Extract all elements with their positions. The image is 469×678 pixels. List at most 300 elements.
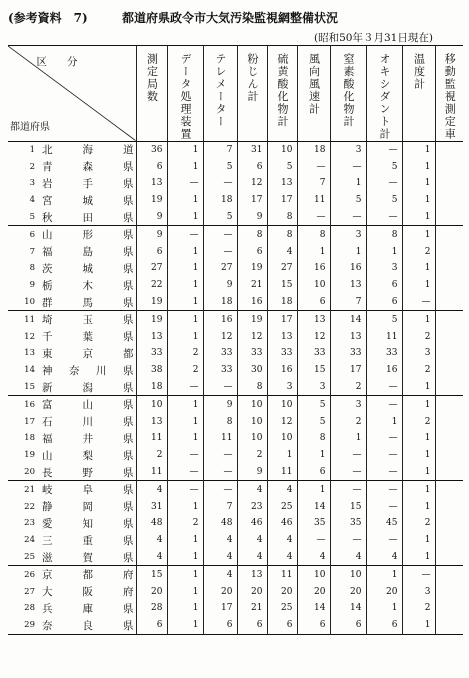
value-cell: 2 — [167, 515, 203, 532]
value-cell: 12 — [237, 175, 267, 192]
value-cell: 27 — [203, 260, 237, 277]
prefecture-name — [38, 413, 136, 430]
prefecture-name — [38, 617, 136, 634]
value-cell: 1 — [167, 413, 203, 430]
value-cell: 13 — [136, 328, 167, 345]
value-cell: 5 — [203, 209, 237, 226]
prefecture-label: 奈 良 県 — [42, 619, 134, 632]
table-row — [8, 617, 463, 634]
value-cell: — — [366, 481, 402, 498]
row-number: 22 — [24, 501, 35, 512]
value-cell: 1 — [167, 583, 203, 600]
value-cell: — — [366, 141, 402, 158]
table-row — [8, 260, 463, 277]
row-number: 11 — [8, 311, 38, 328]
value-cell: 1 — [402, 481, 435, 498]
table-row — [8, 192, 463, 209]
value-cell: 18 — [203, 192, 237, 209]
value-cell: 1 — [297, 243, 330, 260]
value-cell: 6 — [366, 277, 402, 294]
value-cell: 30 — [237, 362, 267, 379]
prefecture-label: 岩 手 県 — [42, 177, 134, 190]
table-row — [8, 413, 463, 430]
value-cell: 48 — [136, 515, 167, 532]
value-cell: 1 — [402, 141, 435, 158]
row-number: 18 — [24, 433, 35, 444]
value-cell: 33 — [267, 345, 297, 362]
value-cell: 7 — [297, 175, 330, 192]
value-cell: 1 — [297, 481, 330, 498]
value-cell: 1 — [167, 549, 203, 566]
value-cell: 17 — [267, 192, 297, 209]
row-number: 21 — [8, 481, 38, 498]
value-cell: — — [167, 379, 203, 396]
value-cell: 23 — [237, 498, 267, 515]
value-cell — [435, 617, 463, 634]
value-cell: 19 — [136, 311, 167, 328]
value-cell: — — [330, 532, 366, 549]
value-cell: 20 — [267, 583, 297, 600]
value-cell: 1 — [167, 498, 203, 515]
value-cell: 8 — [203, 413, 237, 430]
value-cell: — — [203, 226, 237, 243]
value-cell: 1 — [366, 600, 402, 617]
value-cell: — — [203, 447, 237, 464]
value-cell: 7 — [330, 294, 366, 311]
column-header: テレメーター — [203, 46, 237, 142]
value-cell: 12 — [203, 328, 237, 345]
value-cell — [435, 532, 463, 549]
value-cell: 4 — [237, 532, 267, 549]
value-cell: — — [167, 447, 203, 464]
value-cell: 15 — [136, 566, 167, 583]
value-cell: 8 — [237, 379, 267, 396]
prefecture-label: 福 島 県 — [42, 246, 134, 259]
value-cell: 1 — [167, 192, 203, 209]
document-header — [8, 9, 338, 26]
value-cell: 27 — [267, 260, 297, 277]
value-cell: 1 — [167, 328, 203, 345]
table-body — [8, 141, 463, 634]
value-cell: 1 — [167, 396, 203, 413]
prefecture-name — [38, 243, 136, 260]
value-cell: 6 — [237, 617, 267, 634]
table-row — [8, 362, 463, 379]
value-cell: 6 — [136, 243, 167, 260]
prefecture-name — [38, 481, 136, 498]
value-cell: 13 — [267, 328, 297, 345]
prefecture-label: 秋 田 県 — [42, 211, 134, 224]
row-number: 14 — [24, 365, 35, 376]
value-cell: 19 — [136, 192, 167, 209]
row-number: 8 — [29, 263, 35, 274]
value-cell: 13 — [136, 175, 167, 192]
value-cell: 8 — [237, 226, 267, 243]
value-cell: 1 — [402, 464, 435, 481]
value-cell: 5 — [297, 396, 330, 413]
value-cell: 2 — [402, 515, 435, 532]
value-cell: 1 — [402, 277, 435, 294]
value-cell: 3 — [366, 260, 402, 277]
value-cell: 4 — [136, 532, 167, 549]
value-cell: 6 — [267, 617, 297, 634]
row-number: 7 — [29, 246, 35, 257]
value-cell — [435, 447, 463, 464]
value-cell: 31 — [136, 498, 167, 515]
value-cell: 4 — [267, 243, 297, 260]
prefecture-name — [38, 464, 136, 481]
value-cell: 1 — [167, 430, 203, 447]
value-cell: 3 — [330, 141, 366, 158]
value-cell: 1 — [167, 260, 203, 277]
prefecture-name — [38, 328, 136, 345]
value-cell: 9 — [136, 226, 167, 243]
value-cell: 14 — [297, 600, 330, 617]
value-cell: — — [167, 175, 203, 192]
value-cell — [435, 345, 463, 362]
row-number: 20 — [24, 467, 35, 478]
value-cell: 19 — [237, 311, 267, 328]
value-cell: — — [366, 396, 402, 413]
row-number: 23 — [24, 518, 35, 529]
table-row — [8, 311, 463, 328]
value-cell: 5 — [297, 413, 330, 430]
value-cell: 9 — [136, 209, 167, 226]
value-cell — [435, 413, 463, 430]
value-cell: 20 — [330, 583, 366, 600]
row-number: 16 — [8, 396, 38, 413]
value-cell: 11 — [203, 430, 237, 447]
value-cell — [435, 175, 463, 192]
value-cell: 13 — [267, 175, 297, 192]
value-cell: 3 — [330, 396, 366, 413]
prefecture-name — [38, 498, 136, 515]
value-cell: 9 — [237, 209, 267, 226]
value-cell: — — [330, 464, 366, 481]
row-number: 28 — [24, 603, 35, 614]
value-cell: — — [366, 379, 402, 396]
value-cell: 45 — [366, 515, 402, 532]
value-cell: 16 — [237, 294, 267, 311]
row-number: 26 — [8, 566, 38, 583]
value-cell: 10 — [237, 413, 267, 430]
value-cell: 28 — [136, 600, 167, 617]
value-cell: 35 — [330, 515, 366, 532]
value-cell: — — [167, 481, 203, 498]
value-cell: 10 — [297, 277, 330, 294]
value-cell: 2 — [330, 413, 366, 430]
value-cell: 14 — [330, 311, 366, 328]
table-row — [8, 481, 463, 498]
value-cell: 2 — [402, 413, 435, 430]
row-number: 1 — [29, 144, 35, 155]
table-row — [8, 566, 463, 583]
value-cell: 10 — [330, 566, 366, 583]
value-cell: — — [203, 175, 237, 192]
value-cell — [435, 192, 463, 209]
value-cell: 13 — [237, 566, 267, 583]
value-cell: 17 — [330, 362, 366, 379]
table-row — [8, 226, 463, 243]
value-cell: 48 — [203, 515, 237, 532]
table-row — [8, 430, 463, 447]
value-cell — [435, 277, 463, 294]
prefecture-label: 静 岡 県 — [42, 501, 134, 514]
value-cell: 1 — [402, 549, 435, 566]
value-cell — [435, 226, 463, 243]
value-cell — [435, 515, 463, 532]
value-cell: 35 — [297, 515, 330, 532]
table-row — [8, 498, 463, 515]
prefecture-label: 山 梨 県 — [42, 449, 134, 462]
row-number: 17 — [24, 416, 35, 427]
value-cell: 25 — [267, 498, 297, 515]
value-cell: 20 — [366, 583, 402, 600]
prefecture-name — [38, 277, 136, 294]
value-cell: 11 — [297, 192, 330, 209]
value-cell: 4 — [330, 549, 366, 566]
value-cell: 3 — [267, 379, 297, 396]
value-cell: 4 — [366, 549, 402, 566]
column-header: 風向風速計 — [297, 46, 330, 142]
value-cell: 1 — [402, 430, 435, 447]
value-cell — [435, 379, 463, 396]
value-cell: 2 — [237, 447, 267, 464]
prefecture-name — [38, 583, 136, 600]
value-cell: 1 — [402, 396, 435, 413]
value-cell: 8 — [297, 226, 330, 243]
prefecture-name — [38, 260, 136, 277]
value-cell: 33 — [330, 345, 366, 362]
value-cell: — — [167, 226, 203, 243]
value-cell: — — [366, 532, 402, 549]
value-cell: 1 — [167, 277, 203, 294]
value-cell: 19 — [136, 294, 167, 311]
table-row — [8, 515, 463, 532]
value-cell: 18 — [136, 379, 167, 396]
table-row — [8, 583, 463, 600]
value-cell: 12 — [297, 328, 330, 345]
value-cell: 4 — [267, 481, 297, 498]
row-number: 15 — [24, 382, 35, 393]
value-cell: 11 — [267, 464, 297, 481]
value-cell: 21 — [237, 600, 267, 617]
value-cell: — — [203, 379, 237, 396]
value-cell: — — [330, 209, 366, 226]
value-cell: — — [330, 447, 366, 464]
row-number: 2 — [29, 161, 35, 172]
prefecture-label: 滋 賀 県 — [42, 551, 134, 564]
value-cell: 16 — [297, 260, 330, 277]
header-row — [8, 46, 463, 142]
value-cell — [435, 583, 463, 600]
value-cell: — — [366, 175, 402, 192]
value-cell: 1 — [402, 532, 435, 549]
value-cell: 36 — [136, 141, 167, 158]
value-cell: — — [330, 481, 366, 498]
prefecture-name — [38, 447, 136, 464]
table-row — [8, 464, 463, 481]
value-cell: 10 — [237, 430, 267, 447]
row-number: 27 — [24, 586, 35, 597]
value-cell: 4 — [203, 566, 237, 583]
value-cell: 1 — [167, 209, 203, 226]
value-cell: 1 — [402, 226, 435, 243]
value-cell: — — [366, 209, 402, 226]
value-cell: 4 — [203, 532, 237, 549]
value-cell: 4 — [297, 549, 330, 566]
table-row — [8, 175, 463, 192]
column-header: 温度計 — [402, 46, 435, 142]
value-cell: 10 — [267, 430, 297, 447]
prefecture-label: 青 森 県 — [42, 161, 134, 174]
value-cell: 16 — [366, 362, 402, 379]
value-cell: 1 — [167, 566, 203, 583]
value-cell: 1 — [402, 379, 435, 396]
value-cell: 2 — [402, 362, 435, 379]
value-cell: 13 — [136, 413, 167, 430]
value-cell: 31 — [237, 141, 267, 158]
value-cell: 5 — [330, 192, 366, 209]
value-cell — [435, 158, 463, 175]
value-cell: 1 — [366, 566, 402, 583]
table-row — [8, 600, 463, 617]
prefecture-name — [38, 175, 136, 192]
value-cell: 16 — [203, 311, 237, 328]
value-cell: 3 — [330, 226, 366, 243]
value-cell: — — [167, 464, 203, 481]
value-cell — [435, 464, 463, 481]
value-cell — [435, 362, 463, 379]
value-cell: 8 — [267, 226, 297, 243]
value-cell: 1 — [167, 243, 203, 260]
value-cell: 1 — [297, 447, 330, 464]
value-cell: 12 — [267, 413, 297, 430]
value-cell: 1 — [167, 617, 203, 634]
value-cell: 4 — [237, 549, 267, 566]
value-cell: 13 — [330, 328, 366, 345]
value-cell: 20 — [237, 583, 267, 600]
value-cell: 4 — [136, 549, 167, 566]
table-row — [8, 141, 463, 158]
prefecture-name — [38, 226, 136, 243]
row-number: 24 — [24, 535, 35, 546]
value-cell: 7 — [203, 141, 237, 158]
prefecture-label: 石 川 県 — [42, 416, 134, 429]
value-cell: 1 — [330, 430, 366, 447]
value-cell: 25 — [267, 600, 297, 617]
row-number: 29 — [24, 620, 35, 631]
column-header: 測定局数 — [136, 46, 167, 142]
value-cell: 33 — [237, 345, 267, 362]
value-cell: 18 — [203, 294, 237, 311]
value-cell — [435, 566, 463, 583]
value-cell: — — [297, 532, 330, 549]
date-note: (昭和50年３月31日現在) — [314, 32, 433, 44]
prefecture-label: 富 山 県 — [42, 399, 134, 412]
value-cell: 9 — [237, 464, 267, 481]
value-cell: 1 — [402, 175, 435, 192]
value-cell: 3 — [402, 345, 435, 362]
value-cell: 1 — [402, 158, 435, 175]
corner-header-cell — [8, 46, 136, 142]
value-cell: 4 — [237, 481, 267, 498]
value-cell: 12 — [237, 328, 267, 345]
prefecture-name — [38, 141, 136, 158]
value-cell: 15 — [330, 498, 366, 515]
row-number: 13 — [24, 348, 35, 359]
value-cell: 27 — [136, 260, 167, 277]
prefecture-name — [38, 532, 136, 549]
prefecture-label: 宮 城 県 — [42, 194, 134, 207]
value-cell: 11 — [366, 328, 402, 345]
value-cell: 1 — [167, 158, 203, 175]
column-header: オキシダント計 — [366, 46, 402, 142]
value-cell: 17 — [267, 311, 297, 328]
value-cell — [435, 209, 463, 226]
value-cell: 2 — [330, 379, 366, 396]
column-header: 窒素酸化物計 — [330, 46, 366, 142]
monitoring-network-table — [8, 45, 463, 635]
row-number: 10 — [24, 297, 35, 308]
value-cell: 4 — [267, 532, 297, 549]
table-row — [8, 447, 463, 464]
prefecture-label: 東 京 都 — [42, 347, 134, 360]
prefecture-name — [38, 158, 136, 175]
value-cell: 33 — [203, 345, 237, 362]
prefecture-name — [38, 430, 136, 447]
prefecture-name — [38, 294, 136, 311]
row-number: 12 — [24, 331, 35, 342]
value-cell: 1 — [366, 243, 402, 260]
prefecture-label: 大 阪 府 — [42, 586, 134, 599]
value-cell: 1 — [402, 447, 435, 464]
value-cell: — — [366, 430, 402, 447]
table-row — [8, 345, 463, 362]
value-cell: 16 — [267, 362, 297, 379]
value-cell — [435, 430, 463, 447]
value-cell: 1 — [366, 413, 402, 430]
row-number: 25 — [24, 552, 35, 563]
value-cell: 7 — [203, 498, 237, 515]
value-cell: — — [203, 481, 237, 498]
value-cell: 13 — [330, 277, 366, 294]
value-cell: 3 — [402, 583, 435, 600]
table-row — [8, 532, 463, 549]
value-cell: 6 — [297, 294, 330, 311]
value-cell: 6 — [297, 617, 330, 634]
prefecture-name — [38, 396, 136, 413]
row-number: 4 — [29, 195, 35, 206]
prefecture-label: 京 都 府 — [42, 569, 134, 582]
prefecture-name — [38, 362, 136, 379]
prefecture-label: 三 重 県 — [42, 534, 134, 547]
value-cell: 5 — [203, 158, 237, 175]
value-cell: 33 — [136, 345, 167, 362]
value-cell: 1 — [167, 600, 203, 617]
value-cell: 2 — [167, 362, 203, 379]
value-cell: 1 — [267, 447, 297, 464]
value-cell: 11 — [136, 464, 167, 481]
value-cell: — — [330, 158, 366, 175]
prefecture-label: 長 野 県 — [42, 466, 134, 479]
value-cell — [435, 243, 463, 260]
value-cell: 1 — [167, 532, 203, 549]
value-cell: 6 — [366, 294, 402, 311]
value-cell: 10 — [297, 566, 330, 583]
value-cell — [435, 498, 463, 515]
value-cell: 1 — [402, 260, 435, 277]
